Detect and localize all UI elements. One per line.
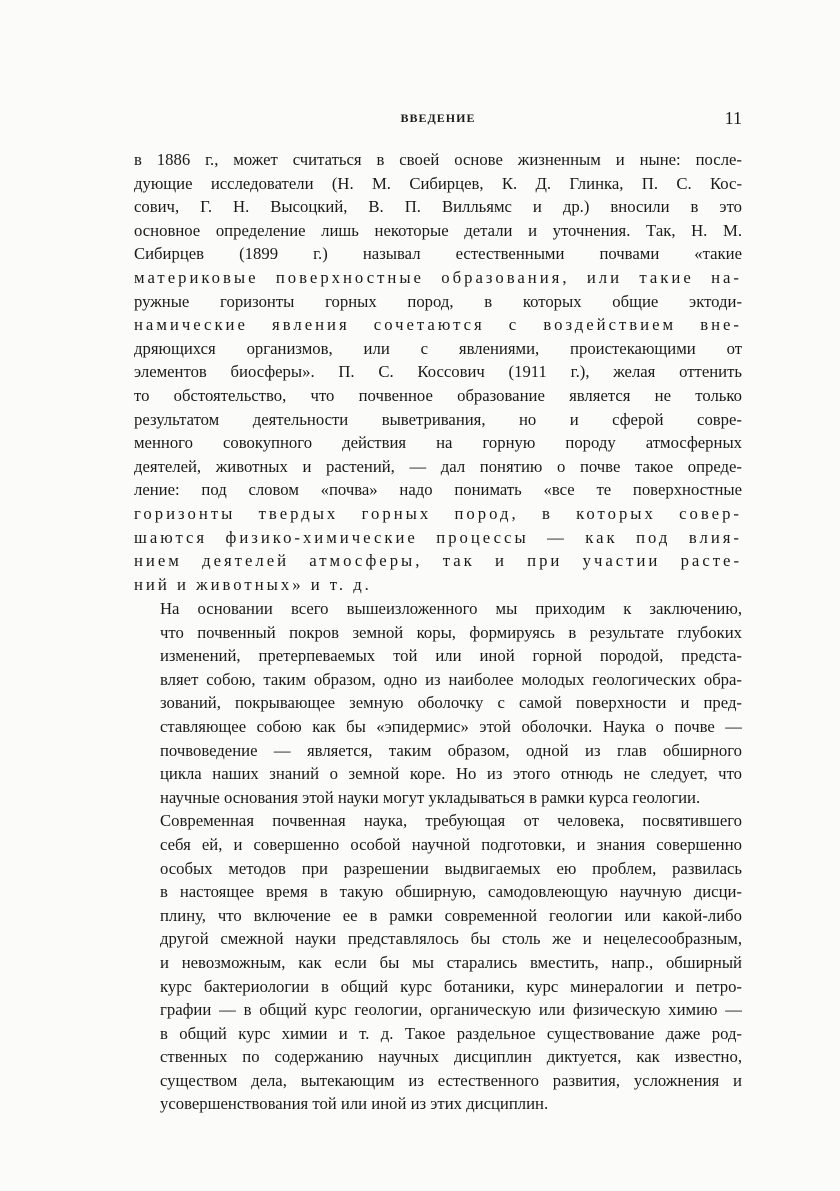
text-line: в настоящее время в такую обширную, самодовлеющую научную дисци- <box>160 882 742 902</box>
paragraph-modern-soil-science <box>134 809 742 1116</box>
text-line: и невозможным, как если бы мы старались вместить, напр., обширный <box>160 952 742 972</box>
text-line: менного совокупного действия на горную породу атмосферных <box>134 433 742 453</box>
text-line: почвоведение — является, таким образом, одной из глав обширного <box>160 740 742 760</box>
page-number: 11 <box>724 108 742 128</box>
text-line: дующие исследователи (Н. М. Сибирцев, К. Д. Глинка, П. С. Кос- <box>134 173 742 193</box>
text-line: курс бактериологии в общий курс ботаники, курс минералогии и петро- <box>160 976 742 996</box>
text-line: дряющихся организмов, или с явлениями, проистекающими от <box>134 338 742 358</box>
text-line: графии — в общий курс геологии, органическую или физическую химию — <box>160 1000 742 1020</box>
text-line: усовершенствования той или иной из этих дисциплин. <box>160 1094 549 1114</box>
text-line: существом дела, вытекающим из естественного развития, усложнения и <box>160 1070 742 1090</box>
text-line: вляет собою, таким образом, одно из наиболее молодых геологических обра- <box>160 669 742 689</box>
text-line: элементов биосферы». П. С. Коссович (1911 г.), желая оттенить <box>134 362 742 382</box>
text-line: На основании всего вышеизложенного мы приходим к заключению, <box>160 599 742 618</box>
text-line: то обстоятельство, что почвенное образование является не только <box>134 385 742 405</box>
text-line-spaced: горизонты твердых горных пород, в которых совер- <box>134 503 742 523</box>
text-line-spaced: материковые поверхностные образования, или такие на- <box>134 267 742 287</box>
text-line: деятелей, животных и растений, — дал понятию о почве такое опреде- <box>134 456 742 476</box>
running-head: ВВЕДЕНИЕ <box>400 111 476 125</box>
text-line: результатом деятельности выветривания, но и сферой совре- <box>134 409 742 429</box>
paragraph-continued-definition <box>134 148 742 596</box>
text-line: сович, Г. Н. Высоцкий, В. П. Вилльямс и др.) вносили в это <box>134 197 742 217</box>
text-line-spaced: ний и животных» и т. д. <box>134 574 372 594</box>
text-line: изменений, претерпеваемых той или иной горной породой, предста- <box>160 646 742 666</box>
text-line: ставляющее собою как бы «эпидермис» этой оболочки. Наука о почве — <box>160 716 742 736</box>
text-line: особых методов при разрешении выдвигаемых ею проблем, развилась <box>160 858 742 878</box>
text-line: научные основания этой науки могут укладываться в рамки курса геологии. <box>160 787 701 807</box>
text-line: другой смежной науки представлялось бы столь же и нецелесообразным, <box>160 929 742 949</box>
page-header <box>134 108 742 132</box>
text-line-spaced: намические явления сочетаются с воздействием вне- <box>134 315 742 335</box>
text-line: основное определение лишь некоторые детали и уточнения. Так, Н. М. <box>134 220 742 240</box>
paragraph-conclusion <box>134 597 742 809</box>
text-line: ружные горизонты горных пород, в которых общие эктоди- <box>134 291 742 311</box>
text-line: в общий курс химии и т. д. Такое раздельное существование даже род- <box>160 1023 742 1043</box>
text-line: ственных по содержанию научных дисциплин диктуется, как известно, <box>160 1047 742 1067</box>
text-line: что почвенный покров земной коры, формируясь в результате глубоких <box>160 622 742 642</box>
text-line: себя ей, и совершенно особой научной подготовки, и знания совершенно <box>160 834 742 854</box>
text-line-spaced: шаются физико-химические процессы — как под влия- <box>134 527 742 547</box>
text-line: зований, покрывающее земную оболочку с самой поверхности и пред- <box>160 693 742 713</box>
text-line: цикла наших знаний о земной коре. Но из этого отнюдь не следует, что <box>160 764 742 784</box>
text-line: в 1886 г., может считаться в своей основе жизненным и ныне: после- <box>134 150 742 169</box>
text-line-spaced: нием деятелей атмосферы, так и при участии расте- <box>134 551 742 571</box>
text-line: Современная почвенная наука, требующая от человека, посвятившего <box>160 811 742 831</box>
text-line: плину, что включение ее в рамки современной геологии или какой-либо <box>160 905 742 925</box>
text-line: ление: под словом «почва» надо понимать «все те поверхностные <box>134 480 742 500</box>
text-line: Сибирцев (1899 г.) называл естественными почвами «такие <box>134 244 742 264</box>
main-text-block <box>134 597 742 1116</box>
